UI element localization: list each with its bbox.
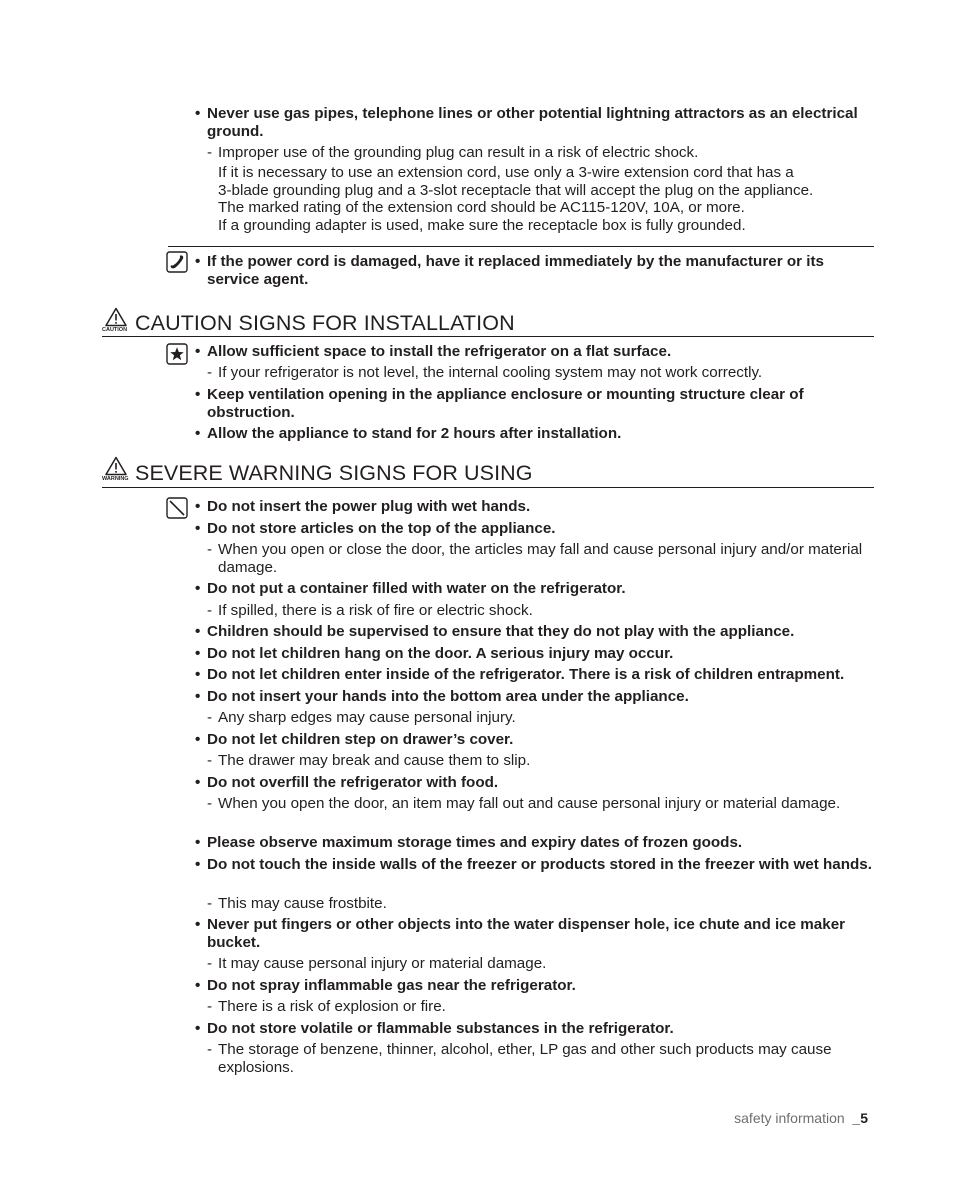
warning-item-text: Do not spray inflammable gas near the refrigerator. [207, 977, 576, 994]
warning-heading-rule [102, 487, 874, 488]
paragraph-line: 3-blade grounding plug and a 3-slot receptacle that will accept the plug on the appliance. [218, 181, 814, 199]
warning-item-sub-text: When you open or close the door, the articles may fall and cause personal injury and/or material damage. [218, 541, 863, 576]
caution-heading: CAUTION SIGNS FOR INSTALLATION [135, 311, 515, 335]
caution-heading-rule [102, 336, 874, 337]
paragraph-line: The marked rating of the extension cord should be AC115-120V, 10A, or more. [218, 199, 745, 217]
warning-item: • Do not let children enter inside of the refrigerator. There is a risk of children entrapment. [195, 666, 845, 683]
warning-item-sub: - The storage of benzene, thinner, alcohol, ether, LP gas and other such products may cause explosions. [207, 1041, 867, 1076]
warning-item: • Please observe maximum storage times and expiry dates of frozen goods. [195, 834, 743, 851]
warning-item-sub-text: There is a risk of explosion or fire. [218, 998, 446, 1015]
warning-item: • Do not let children step on drawer’s cover. [195, 731, 514, 748]
caution-triangle-icon [102, 307, 130, 327]
caution-icon-label: CAUTION [102, 327, 128, 333]
warning-item-sub-text: This may cause frostbite. [218, 895, 387, 912]
caution-item-text: Allow sufficient space to install the refrigerator on a flat surface. [207, 343, 672, 360]
warning-item-text: Do not store articles on the top of the appliance. [207, 520, 556, 537]
caution-item-text: Allow the appliance to stand for 2 hours after installation. [207, 425, 622, 442]
warning-item: • Do not store articles on the top of the appliance. [195, 520, 556, 537]
warning-item-sub: - It may cause personal injury or material damage. [207, 955, 867, 973]
sub-text: Improper use of the grounding plug can result in a risk of electric shock. [218, 144, 699, 161]
warning-item-text: Do not let children step on drawer’s cover. [207, 731, 514, 748]
warning-item: • Do not overfill the refrigerator with food. [195, 774, 499, 791]
warning-item: • Do not insert your hands into the bottom area under the appliance. [195, 688, 689, 705]
warning-item-text: Never put fingers or other objects into the water dispenser hole, ice chute and ice maker bucket. [207, 916, 846, 951]
page-number: _5 [852, 1110, 868, 1126]
warning-item-text: Do not store volatile or flammable substances in the refrigerator. [207, 1020, 674, 1037]
bullet-text: Never use gas pipes, telephone lines or other potential lightning attractors as an electrical ground. [207, 105, 858, 140]
call-service-icon [166, 251, 188, 273]
warning-item-text: Do not insert your hands into the bottom area under the appliance. [207, 688, 689, 705]
warning-item: • Do not touch the inside walls of the freezer or products stored in the freezer with wet hands. [195, 856, 872, 873]
warning-item-sub: - There is a risk of explosion or fire. [207, 998, 867, 1016]
warning-icon [102, 456, 132, 486]
warning-item: • Children should be supervised to ensure that they do not play with the appliance. [195, 623, 795, 640]
warning-item-text: Please observe maximum storage times and expiry dates of frozen goods. [207, 834, 743, 851]
warning-item: • Do not spray inflammable gas near the refrigerator. [195, 977, 576, 994]
warning-item-text: Do not let children enter inside of the refrigerator. There is a risk of children entrapment. [207, 666, 845, 683]
warning-item-sub: - Any sharp edges may cause personal injury. [207, 709, 867, 727]
bullet-lightning-ground: • Never use gas pipes, telephone lines or other potential lightning attractors as an electrical ground. [195, 105, 858, 140]
warning-item-sub-text: Any sharp edges may cause personal injury. [218, 709, 516, 726]
warning-item-sub: - When you open or close the door, the articles may fall and cause personal injury and/or material damage. [207, 541, 867, 576]
caution-item: • Keep ventilation opening in the appliance enclosure or mounting structure clear of obstruction. [195, 386, 804, 421]
warning-item-sub-text: It may cause personal injury or material damage. [218, 955, 547, 972]
warning-item: • Do not store volatile or flammable substances in the refrigerator. [195, 1020, 674, 1037]
bullet-power-cord: • If the power cord is damaged, have it replaced immediately by the manufacturer or its service agent. [195, 253, 824, 288]
warning-item-sub: - The drawer may break and cause them to slip. [207, 752, 867, 770]
warning-item-sub-text: The storage of benzene, thinner, alcohol, ether, LP gas and other such products may cause explosions. [218, 1041, 832, 1076]
warning-item-text: Do not put a container filled with water on the refrigerator. [207, 580, 626, 597]
warning-item: • Do not insert the power plug with wet hands. [195, 498, 531, 515]
caution-item-sub: - If your refrigerator is not level, the internal cooling system may not work correctly. [207, 364, 867, 382]
warning-item-sub: - If spilled, there is a risk of fire or electric shock. [207, 602, 867, 620]
warning-item-text: Do not touch the inside walls of the freezer or products stored in the freezer with wet hands. [207, 856, 872, 873]
page-footer [734, 1110, 868, 1126]
important-star-icon [166, 343, 188, 365]
divider-rule [168, 246, 874, 247]
warning-item: • Do not let children hang on the door. A serious injury may occur. [195, 645, 674, 662]
warning-heading: SEVERE WARNING SIGNS FOR USING [135, 461, 533, 485]
warning-item: • Never put fingers or other objects into the water dispenser hole, ice chute and ice maker bucket. [195, 916, 846, 951]
caution-item: • Allow the appliance to stand for 2 hours after installation. [195, 425, 622, 442]
paragraph-line: If it is necessary to use an extension cord, use only a 3-wire extension cord that has a [218, 164, 794, 181]
warning-item-sub: - This may cause frostbite. [207, 895, 867, 913]
caution-item-text: Keep ventilation opening in the appliance enclosure or mounting structure clear of obstruction. [207, 386, 804, 421]
warning-item: • Do not put a container filled with water on the refrigerator. [195, 580, 626, 597]
warning-item-text: Do not overfill the refrigerator with food. [207, 774, 499, 791]
extension-cord-paragraph [218, 164, 873, 235]
warning-triangle-icon [102, 456, 130, 476]
sub-grounding-plug: - Improper use of the grounding plug can result in a risk of electric shock. [207, 144, 867, 162]
warning-item-sub-text: When you open the door, an item may fall out and cause personal injury or material damage. [218, 795, 841, 812]
warning-item-sub-text: If spilled, there is a risk of fire or electric shock. [218, 602, 533, 619]
warning-item-text: Do not let children hang on the door. A serious injury may occur. [207, 645, 674, 662]
prohibited-icon [166, 497, 188, 519]
caution-item: • Allow sufficient space to install the refrigerator on a flat surface. [195, 343, 672, 360]
warning-item-text: Do not insert the power plug with wet hands. [207, 498, 531, 515]
footer-section-name: safety information [734, 1110, 845, 1126]
warning-item-sub: - When you open the door, an item may fall out and cause personal injury or material damage. [207, 795, 867, 813]
caution-icon [102, 307, 132, 337]
warning-item-text: Children should be supervised to ensure that they do not play with the appliance. [207, 623, 795, 640]
warning-item-sub-text: The drawer may break and cause them to slip. [218, 752, 531, 769]
warning-icon-label: WARNING [102, 476, 129, 482]
caution-item-sub-text: If your refrigerator is not level, the internal cooling system may not work correctly. [218, 364, 763, 381]
paragraph-line: If a grounding adapter is used, make sure the receptacle box is fully grounded. [218, 217, 746, 235]
bullet-text: If the power cord is damaged, have it replaced immediately by the manufacturer or its service agent. [207, 253, 824, 288]
